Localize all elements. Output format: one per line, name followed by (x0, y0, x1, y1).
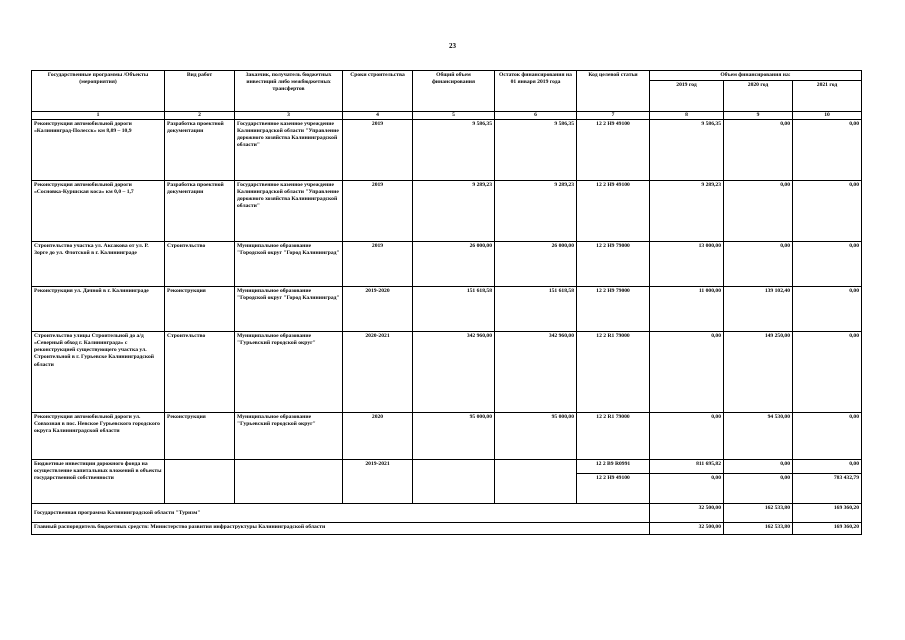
budget-row (32, 460, 862, 474)
column-number-row (32, 112, 862, 120)
total-cell: 26 000,00 (413, 242, 495, 287)
terms-cell: 2020 (343, 413, 413, 460)
budget-work-type-cell (165, 460, 235, 504)
y2021-cell: 0,00 (793, 181, 862, 242)
header-work-type: Вид работ (165, 71, 235, 112)
total-cell: 342 960,00 (413, 332, 495, 413)
header-2019: 2019 год (650, 81, 724, 112)
customer-cell: Государственное казенное учреждение Калининградской области "Управление дорожного хозяйства Калининградской области" (235, 120, 343, 181)
work-type-cell: Строительство (165, 332, 235, 413)
budget-customer-cell (235, 460, 343, 504)
table-row (32, 287, 862, 332)
table-row (32, 120, 862, 181)
code-cell: 12 2 H9 79000 (577, 287, 650, 332)
customer-cell: Государственное казенное учреждение Калининградской области "Управление дорожного хозяйства Калининградской области" (235, 181, 343, 242)
y2021-cell: 0,00 (793, 460, 862, 474)
program-total-row (32, 504, 862, 523)
manager-2021: 169 360,20 (793, 523, 862, 535)
manager-label: Главный распорядитель бюджетных средств: Министерство развития инфраструктуры Калининградской области (32, 523, 650, 535)
budget-remainder-cell (495, 460, 577, 504)
code-cell: 12 2 H9 79000 (577, 242, 650, 287)
header-total: Общий объем финансирования (413, 71, 495, 112)
header-funding: Объем финансирования на: (650, 71, 862, 81)
program-2021: 169 360,20 (793, 504, 862, 523)
terms-cell: 2020-2021 (343, 332, 413, 413)
program-2020: 162 533,80 (724, 504, 793, 523)
code-cell: 12 2 R1 79000 (577, 413, 650, 460)
work-type-cell: Строительство (165, 242, 235, 287)
header-2020: 2020 год (724, 81, 793, 112)
column-number: 3 (235, 112, 343, 120)
y2019-cell: 0,00 (650, 332, 724, 413)
work-type-cell: Реконструкция (165, 287, 235, 332)
column-number: 8 (650, 112, 724, 120)
y2020-cell: 0,00 (724, 120, 793, 181)
work-type-cell: Разработка проектной документации (165, 120, 235, 181)
header-2021: 2021 год (793, 81, 862, 112)
column-number: 4 (343, 112, 413, 120)
column-number: 5 (413, 112, 495, 120)
y2021-cell: 0,00 (793, 120, 862, 181)
code-cell: 12 2 H9 49100 (577, 181, 650, 242)
total-cell: 151 618,58 (413, 287, 495, 332)
column-number: 6 (495, 112, 577, 120)
total-cell: 9 586,35 (413, 120, 495, 181)
table-row (32, 242, 862, 287)
y2019-cell: 0,00 (650, 413, 724, 460)
terms-cell: 2019 (343, 181, 413, 242)
y2019-cell: 811 695,82 (650, 460, 724, 474)
code-cell: 12 2 H9 49100 (577, 474, 650, 504)
y2019-cell: 9 586,35 (650, 120, 724, 181)
y2021-cell: 783 432,79 (793, 474, 862, 504)
page-number: 23 (449, 42, 456, 50)
column-number: 10 (793, 112, 862, 120)
object-cell: Реконструкция автомобильной дороги «Сосновка-Куршская коса» км 0,0 – 1,7 (32, 181, 165, 242)
y2019-cell: 13 000,00 (650, 242, 724, 287)
object-cell: Реконструкция автомобильной дороги «Калининград-Полесск» км 8,09 – 10,9 (32, 120, 165, 181)
remainder-cell: 95 000,00 (495, 413, 577, 460)
object-cell: Реконструкция автомобильной дороги ул. Совхозная в пос. Невское Гурьевского городского округа Калининградской области (32, 413, 165, 460)
y2020-cell: 0,00 (724, 181, 793, 242)
terms-cell: 2019-2020 (343, 287, 413, 332)
terms-cell: 2019 (343, 242, 413, 287)
code-cell: 12 2 R1 79000 (577, 332, 650, 413)
work-type-cell: Реконструкция (165, 413, 235, 460)
y2021-cell: 0,00 (793, 413, 862, 460)
header-terms: Сроки строительства (343, 71, 413, 112)
object-cell: Реконструкция ул. Дачной в г. Калининграде (32, 287, 165, 332)
y2020-cell: 0,00 (724, 460, 793, 474)
y2019-cell: 0,00 (650, 474, 724, 504)
customer-cell: Муниципальное образование "Городской округ "Город Калининград" (235, 242, 343, 287)
header-code: Код целевой статьи (577, 71, 650, 112)
y2021-cell: 0,00 (793, 287, 862, 332)
header-program: Государственные программы /Объекты (мероприятия) (32, 71, 165, 112)
y2021-cell: 0,00 (793, 242, 862, 287)
customer-cell: Муниципальное образование "Гурьевский городской округ" (235, 413, 343, 460)
table-row (32, 181, 862, 242)
y2020-cell: 149 250,00 (724, 332, 793, 413)
remainder-cell: 9 289,23 (495, 181, 577, 242)
y2020-cell: 94 530,00 (724, 413, 793, 460)
remainder-cell: 9 586,35 (495, 120, 577, 181)
code-cell: 12 2 H9 49100 (577, 120, 650, 181)
y2019-cell: 9 289,23 (650, 181, 724, 242)
table-row (32, 413, 862, 460)
remainder-cell: 151 618,58 (495, 287, 577, 332)
header-remainder: Остаток финансирования на 01 января 2019 года (495, 71, 577, 112)
budget-object-cell: Бюджетные инвестиции дорожного фонда на осуществление капитальных вложений в объекты государственной собственности (32, 460, 165, 504)
object-cell: Строительство улицы Строительной до а/д «Северный обход г. Калининграда» с реконструкцией существующего участка ул. Строительной в г. Гурьевске Калининградской области (32, 332, 165, 413)
remainder-cell: 342 960,00 (495, 332, 577, 413)
customer-cell: Муниципальное образование "Городской округ "Город Калининград" (235, 287, 343, 332)
manager-2020: 162 533,80 (724, 523, 793, 535)
table-row (32, 332, 862, 413)
column-number: 1 (32, 112, 165, 120)
column-number: 9 (724, 112, 793, 120)
terms-cell: 2019 (343, 120, 413, 181)
header-row (32, 71, 862, 81)
y2019-cell: 11 000,00 (650, 287, 724, 332)
header-customer: Заказчик, получатель бюджетных инвестиций либо межбюджетных трансфертов (235, 71, 343, 112)
manager-total-row (32, 523, 862, 535)
y2020-cell: 0,00 (724, 242, 793, 287)
remainder-cell: 26 000,00 (495, 242, 577, 287)
total-cell: 9 289,23 (413, 181, 495, 242)
budget-terms-cell: 2019-2021 (343, 460, 413, 504)
y2020-cell: 139 102,40 (724, 287, 793, 332)
column-number: 2 (165, 112, 235, 120)
program-label: Государственная программа Калининградской области "Туризм" (32, 504, 650, 523)
manager-2019: 32 500,00 (650, 523, 724, 535)
code-cell: 12 2 B9 R0991 (577, 460, 650, 474)
object-cell: Строительство участка ул. Аксакова от ул. Р. Зорге до ул. Флотской в г. Калининграде (32, 242, 165, 287)
program-2019: 32 500,00 (650, 504, 724, 523)
work-type-cell: Разработка проектной документации (165, 181, 235, 242)
column-number: 7 (577, 112, 650, 120)
investment-table (31, 70, 862, 535)
total-cell: 95 000,00 (413, 413, 495, 460)
budget-total-cell (413, 460, 495, 504)
y2020-cell: 0,00 (724, 474, 793, 504)
customer-cell: Муниципальное образование "Гурьевский городской округ" (235, 332, 343, 413)
y2021-cell: 0,00 (793, 332, 862, 413)
